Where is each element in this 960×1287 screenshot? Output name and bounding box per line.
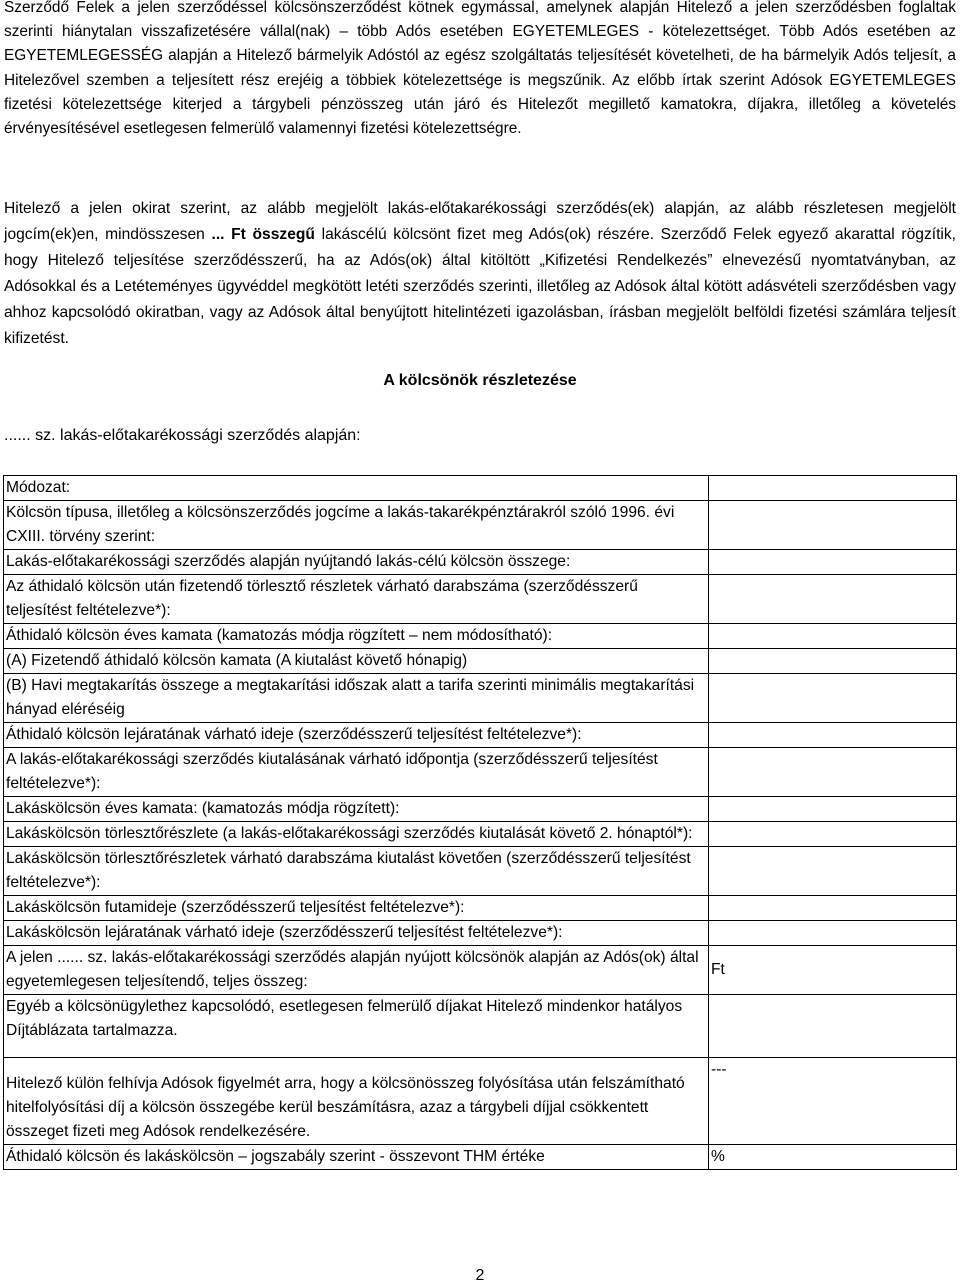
row-value — [709, 748, 957, 797]
row-value — [709, 847, 957, 896]
table-row — [4, 921, 957, 946]
table-row — [4, 995, 957, 1058]
table-row — [4, 575, 957, 624]
paragraph-disbursement-part-a: Hitelező a jelen okirat szerint, az alább megjelölt lakás-előtakarékossági szerződés(ek) alapján, az alább részletesen megjelölt jogcím(ek)en, mindösszesen — [4, 200, 956, 243]
table-row — [4, 723, 957, 748]
row-label: Áthidaló kölcsön éves kamata (kamatozás módja rögzített – nem módosítható): — [4, 624, 709, 649]
row-value — [709, 624, 957, 649]
row-label: Módozat: — [4, 476, 709, 501]
table-row — [4, 896, 957, 921]
paragraph-joint-liability: Szerződő Felek a jelen szerződéssel kölcsönszerződést kötnek egymással, amelynek alapján Hitelező a jelen szerződésben foglaltak szerinti hiánytalan visszafizetésére vállal(nak) – több Adós esetében EGYETEMLEGES - kötelezettséget. Több Adós esetében az EGYETEMLEGESSÉG alapján a Hitelező bármelyik Adóstól az egész szolgáltatás teljesítését követelheti, de ha bármelyik Adós teljesít, a Hitelezővel szemben a teljesített rész erejéig a többiek kötelezettsége is megszűnik. Az előbb írtak szerint Adósok EGYETEMLEGES fizetési kötelezettsége kiterjed a tárgybeli pénzösszeg után járó és Hitelezőt megillető kamatokra, díjakra, illetőleg a követelés érvényesítésével esetlegesen felmerülő valamennyi fizetési kötelezettségre. — [4, 0, 956, 138]
table-row — [4, 797, 957, 822]
table-row — [4, 847, 957, 896]
row-label: Lakáskölcsön törlesztőrészletek várható darabszáma kiutalást követően (szerződésszerű teljesítést feltételezve*): — [4, 847, 709, 896]
loan-amount-bold: ... Ft összegű — [211, 226, 315, 243]
table-row — [4, 649, 957, 674]
table-row — [4, 1058, 957, 1145]
row-value — [709, 723, 957, 748]
table-row — [4, 550, 957, 575]
table-row — [4, 822, 957, 847]
contract-intro-line: ...... sz. lakás-előtakarékossági szerződés alapján: — [4, 427, 361, 444]
row-value — [709, 674, 957, 723]
table-row — [4, 748, 957, 797]
row-value — [709, 995, 957, 1058]
page-number: 2 — [475, 1267, 485, 1284]
row-value — [709, 550, 957, 575]
table-row — [4, 946, 957, 995]
row-value: --- — [709, 1058, 957, 1145]
row-value: Ft — [709, 946, 957, 995]
row-label: A lakás-előtakarékossági szerződés kiutalásának várható időpontja (szerződésszerű teljesítést feltételezve*): — [4, 748, 709, 797]
row-value — [709, 476, 957, 501]
row-label: Lakáskölcsön futamideje (szerződésszerű teljesítést feltételezve*): — [4, 896, 709, 921]
table-row — [4, 624, 957, 649]
row-label: Lakás-előtakarékossági szerződés alapján nyújtandó lakás-célú kölcsön összege: — [4, 550, 709, 575]
row-label: Áthidaló kölcsön lejáratának várható ideje (szerződésszerű teljesítést feltételezve*): — [4, 723, 709, 748]
paragraph-disbursement-part-c: lakáscélú kölcsönt fizet meg Adós(ok) részére. Szerződő Felek egyező akarattal rögzítik, hogy Hitelező teljesítése szerződésszerű, ha az Adós(ok) által kitöltött „Kifizetési Rendelkezés” elnevezésű nyomtatványban, az Adósokkal és a Letéteményes ügyvéddel megkötött letéti szerződés szerinti, illetőleg az Adósok által kötött adásvételi szerződésben vagy ahhoz kapcsolódó okiratban, vagy az Adósok által benyújtott hitelintézeti igazolásban, írásban megjelölt belföldi fizetési számlára teljesít kifizetést. — [4, 226, 956, 347]
row-value — [709, 896, 957, 921]
row-label: Lakáskölcsön lejáratának várható ideje (szerződésszerű teljesítést feltételezve*): — [4, 921, 709, 946]
table-row — [4, 1145, 957, 1170]
row-label: Az áthidaló kölcsön után fizetendő törlesztő részletek várható darabszáma (szerződésszerű teljesítést feltételezve*): — [4, 575, 709, 624]
row-label: Lakáskölcsön törlesztőrészlete (a lakás-előtakarékossági szerződés kiutalását követő 2. hónaptól*): — [4, 822, 709, 847]
row-value — [709, 501, 957, 550]
row-label: Áthidaló kölcsön és lakáskölcsön – jogszabály szerint - összevont THM értéke — [4, 1145, 709, 1170]
table-row — [4, 674, 957, 723]
loan-details-table — [3, 475, 957, 1170]
row-value: % — [709, 1145, 957, 1170]
row-value — [709, 797, 957, 822]
row-label: A jelen ...... sz. lakás-előtakarékossági szerződés alapján nyújott kölcsönök alapján az Adós(ok) által egyetemlegesen teljesítendő, teljes összeg: — [4, 946, 709, 995]
row-label: Egyéb a kölcsönügylethez kapcsolódó, esetlegesen felmerülő díjakat Hitelező mindenkor hatályos Díjtáblázata tartalmazza. — [4, 995, 709, 1058]
row-label: Kölcsön típusa, illetőleg a kölcsönszerződés jogcíme a lakás-takarékpénztárakról szóló 1996. évi CXIII. törvény szerint: — [4, 501, 709, 550]
row-value — [709, 649, 957, 674]
row-label: (A) Fizetendő áthidaló kölcsön kamata (A kiutalást követő hónapig) — [4, 649, 709, 674]
section-title: A kölcsönök részletezése — [383, 372, 577, 389]
row-label: Lakáskölcsön éves kamata: (kamatozás módja rögzített): — [4, 797, 709, 822]
table-row — [4, 476, 957, 501]
row-value — [709, 575, 957, 624]
row-value — [709, 822, 957, 847]
paragraph-disbursement — [4, 196, 956, 352]
row-label: (B) Havi megtakarítás összege a megtakarítási időszak alatt a tarifa szerinti minimális megtakarítási hányad eléréséig — [4, 674, 709, 723]
table-row — [4, 501, 957, 550]
row-label: Hitelező külön felhívja Adósok figyelmét arra, hogy a kölcsönösszeg folyósítása után felszámítható hitelfolyósítási díj a kölcsön összegébe kerül beszámításra, azaz a tárgybeli díjjal csökkentett összeget fizeti meg Adósok rendelkezésére. — [4, 1058, 709, 1145]
row-value — [709, 921, 957, 946]
